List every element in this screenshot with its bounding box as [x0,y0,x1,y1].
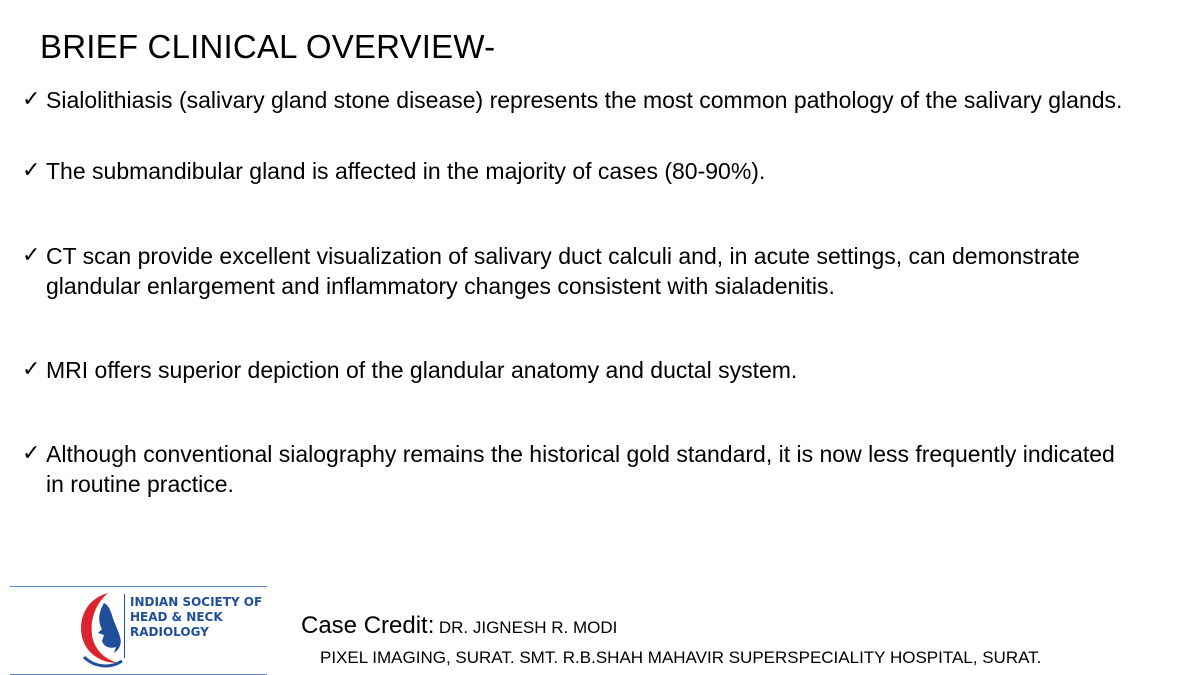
case-credit-name: DR. JIGNESH R. MODI [438,618,618,637]
checkmark-icon: ✓ [22,158,41,183]
society-name-line: RADIOLOGY [130,625,209,639]
bullet-item [22,355,1132,385]
slide-title: BRIEF CLINICAL OVERVIEW- [40,28,496,65]
bullet-item [22,156,1132,186]
society-name-line: INDIAN SOCIETY OF [130,595,263,609]
bullet-text: The submandibular gland is affected in the majority of cases (80-90%). [46,158,766,184]
checkmark-icon: ✓ [22,357,41,382]
bullet-text: CT scan provide excellent visualization of salivary duct calculi and, in acute settings, can demonstrate glandular enlargement and inflammatory changes consistent with sialadenitis. [46,243,1080,299]
society-logo-icon [74,589,124,669]
bullet-text: Although conventional sialography remains the historical gold standard, it is now less frequently indicated in routine practice. [46,441,1115,497]
bullet-item [22,85,1132,115]
bullet-text: Sialolithiasis (salivary gland stone disease) represents the most common pathology of the salivary glands. [46,87,1123,113]
checkmark-icon: ✓ [22,87,41,112]
bullet-text: MRI offers superior depiction of the glandular anatomy and ductal system. [46,357,798,383]
bullet-item [22,439,1132,499]
society-name [130,595,262,640]
society-name-line: HEAD & NECK [130,610,223,624]
logo-divider [124,594,125,658]
case-credit-label: Case Credit: [301,612,435,639]
logo-top-rule [10,586,267,587]
bullet-item [22,241,1132,301]
checkmark-icon: ✓ [22,441,41,466]
hospital-name: PIXEL IMAGING, SURAT. SMT. R.B.SHAH MAHAVIR SUPERSPECIALITY HOSPITAL, SURAT. [320,648,1042,667]
checkmark-icon: ✓ [22,243,41,268]
case-credit [301,612,617,640]
